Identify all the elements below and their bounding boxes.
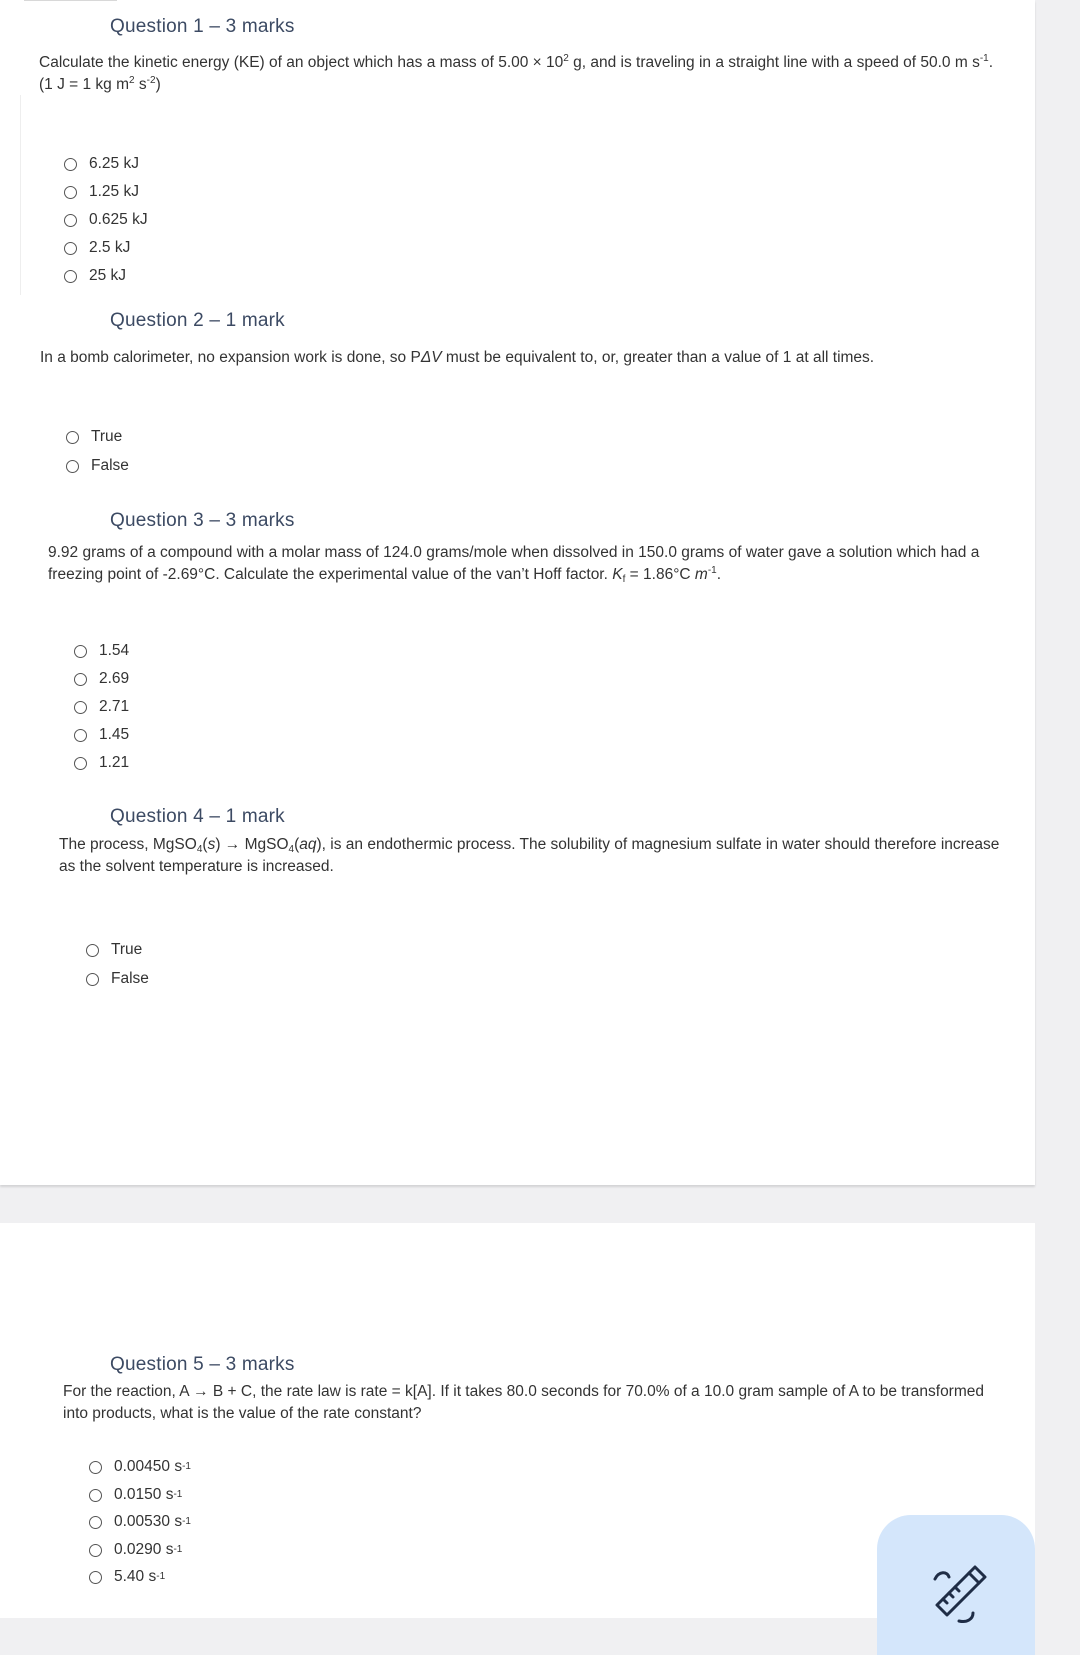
question-4-text: The process, MgSO$_4$(s) → MgSO$_4$(aq), is an endothermic process. The solubility of magnesium sulfate in water should therefore increase as the solvent temperature is increased. (59, 836, 1000, 875)
question-2-option-true[interactable]: True (66, 426, 122, 448)
radio-button-icon[interactable] (89, 1544, 102, 1557)
radio-button-icon[interactable] (89, 1516, 102, 1529)
tools-fab-button[interactable] (877, 1515, 1035, 1655)
divider (24, 0, 117, 1)
question-3-option-c[interactable]: 2.71 (74, 696, 129, 718)
radio-button-icon[interactable] (64, 270, 77, 283)
question-1-option-a[interactable]: 6.25 kJ (64, 153, 139, 175)
radio-button-icon[interactable] (64, 186, 77, 199)
question-1-option-e[interactable]: 25 kJ (64, 265, 126, 287)
radio-button-icon[interactable] (64, 242, 77, 255)
question-1-title: Question 1 – 3 marks (110, 16, 295, 37)
radio-button-icon[interactable] (66, 431, 79, 444)
divider (20, 95, 21, 295)
radio-button-icon[interactable] (64, 158, 77, 171)
question-5-option-e[interactable]: 5.40 s -1 (89, 1566, 165, 1588)
radio-button-icon[interactable] (74, 645, 87, 658)
question-1-text: Calculate the kinetic energy (KE) of an object which has a mass of $5.00 \times 10^2$ g, and is traveling in a straight line with a speed of 50.0 m $s^{-1}$. (1 J = 1 kg $m^2$ $s^{-2}$) (39, 53, 994, 93)
question-1-option-c[interactable]: 0.625 kJ (64, 209, 148, 231)
radio-button-icon[interactable] (86, 973, 99, 986)
radio-button-icon[interactable] (89, 1571, 102, 1584)
question-5-title: Question 5 – 3 marks (110, 1354, 295, 1375)
radio-button-icon[interactable] (66, 460, 79, 473)
question-1-option-b[interactable]: 1.25 kJ (64, 181, 139, 203)
question-3-option-d[interactable]: 1.45 (74, 724, 129, 746)
radio-button-icon[interactable] (64, 214, 77, 227)
pencil-ruler-icon (929, 1565, 989, 1625)
radio-button-icon[interactable] (89, 1461, 102, 1474)
radio-button-icon[interactable] (74, 673, 87, 686)
question-2-title: Question 2 – 1 mark (110, 310, 285, 331)
question-1-option-d[interactable]: 2.5 kJ (64, 237, 130, 259)
question-3-option-a[interactable]: 1.54 (74, 640, 129, 662)
radio-button-icon[interactable] (86, 944, 99, 957)
question-3-option-e[interactable]: 1.21 (74, 752, 129, 774)
question-3-text: 9.92 grams of a compound with a molar mass of 124.0 grams/mole when dissolved in 150.0 grams of water gave a solution which had a freezing point of -2.69°C. Calculate the experimental value of the van’t Hoff factor. $K_f = 1.86^\circ C$ $m^{-1}$. (48, 544, 980, 585)
question-4-option-true[interactable]: True (86, 939, 142, 961)
question-4-title: Question 4 – 1 mark (110, 806, 285, 827)
question-3-title: Question 3 – 3 marks (110, 510, 295, 531)
question-2-option-false[interactable]: False (66, 455, 129, 477)
question-5-option-c[interactable]: 0.00530 s -1 (89, 1511, 191, 1533)
question-4-option-false[interactable]: False (86, 968, 149, 990)
radio-button-icon[interactable] (74, 757, 87, 770)
question-5-option-a[interactable]: 0.00450 s -1 (89, 1456, 191, 1478)
radio-button-icon[interactable] (74, 729, 87, 742)
question-5-option-b[interactable]: 0.0150 s -1 (89, 1484, 182, 1506)
question-3-option-b[interactable]: 2.69 (74, 668, 129, 690)
radio-button-icon[interactable] (89, 1489, 102, 1502)
question-5-text: For the reaction, A → B + C, the rate law is rate = k[A]. If it takes 80.0 seconds for 70.0% of a 10.0 gram sample of A to be transformed into products, what is the value of the rate constant? (63, 1383, 985, 1422)
radio-button-icon[interactable] (74, 701, 87, 714)
question-2-text: In a bomb calorimeter, no expansion work is done, so PΔV must be equivalent to, or, greater than a value of 1 at all times. (40, 349, 875, 366)
question-5-option-d[interactable]: 0.0290 s -1 (89, 1539, 182, 1561)
